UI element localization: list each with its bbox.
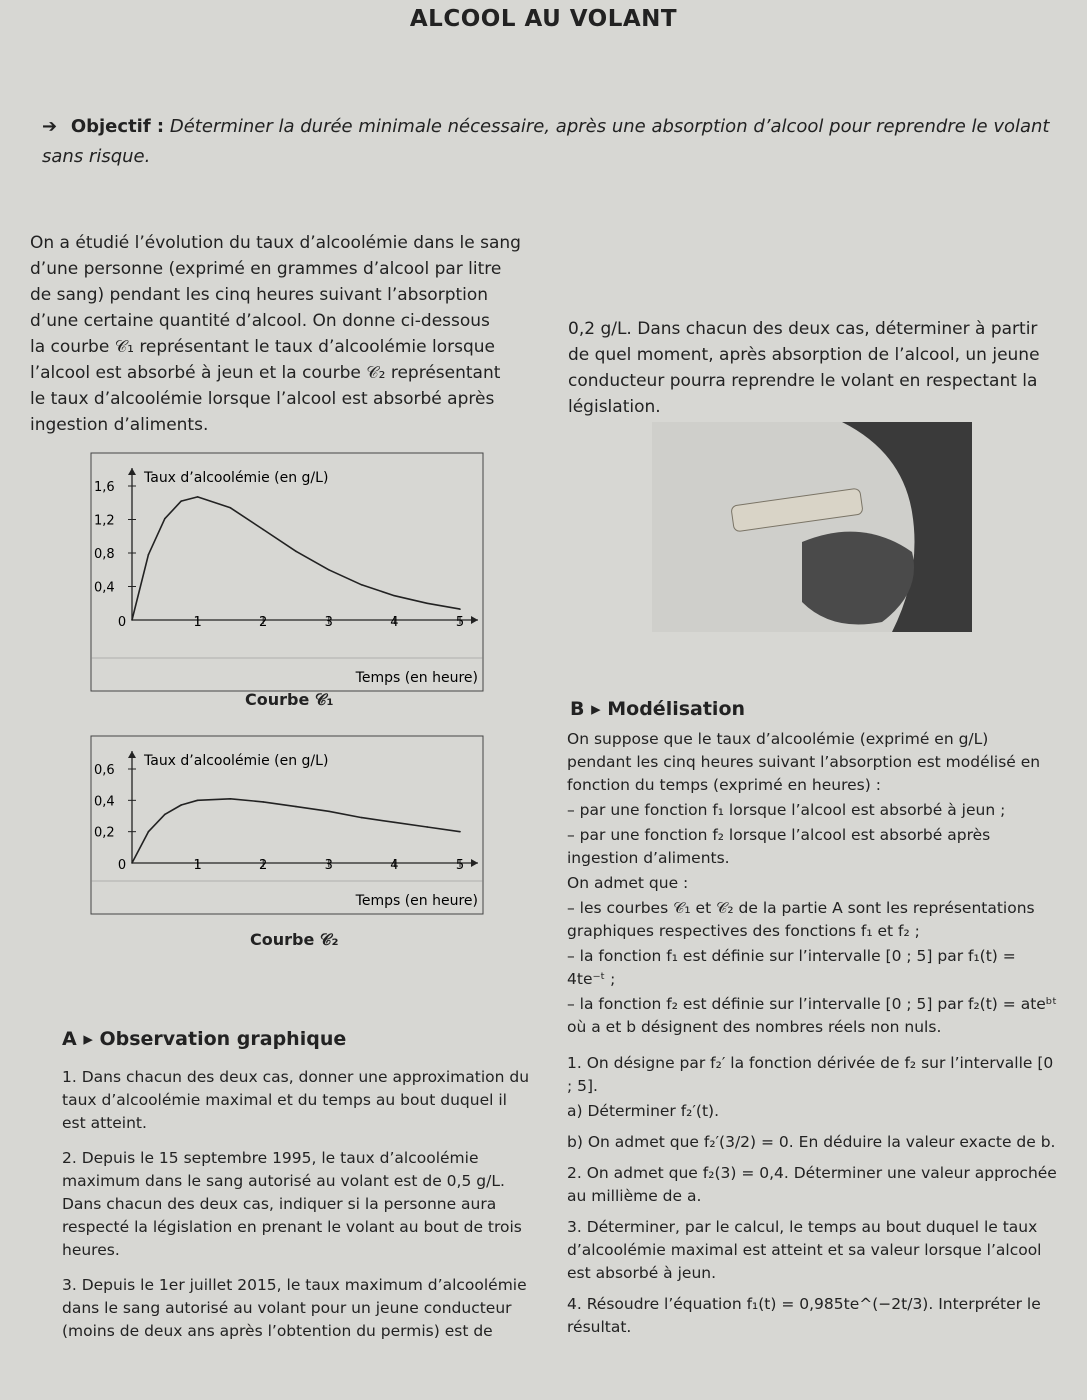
data-point xyxy=(230,798,232,800)
intro-line: ingestion d’aliments. xyxy=(30,415,209,435)
x-tick-label: 4 xyxy=(390,858,399,873)
data-point xyxy=(197,496,199,498)
intro-line: d’une certaine quantité d’alcool. On donne ci-dessous xyxy=(30,311,490,331)
section-b-question: 3. Déterminer, par le calcul, le temps au bout duquel le taux d’alcoolémie maximal est atteint et sa valeur lorsque l’alcool est absorbé à jeun. xyxy=(567,1218,1042,1282)
x-tick-label: 1 xyxy=(193,858,202,873)
x-axis-arrow-icon xyxy=(471,616,478,624)
x-tick-label: 0 xyxy=(117,615,127,630)
y-tick-label: 0,6 xyxy=(94,763,115,778)
section-b-question: a) Déterminer f₂′(t). xyxy=(567,1102,720,1120)
section-b-heading: B ▸ Modélisation xyxy=(570,698,746,720)
section-b-line: On admet que : xyxy=(567,874,689,892)
y-axis-arrow-icon xyxy=(128,468,136,475)
series-line-f1 xyxy=(132,497,460,620)
series-line-f2 xyxy=(132,799,460,863)
data-point xyxy=(361,584,363,586)
section-a-questions xyxy=(62,1066,532,1345)
intro-right-line: conducteur pourra reprendre le volant en respectant la xyxy=(568,371,1038,391)
chart-c1-svg xyxy=(90,452,484,692)
data-point xyxy=(262,801,264,803)
section-b-line: – les courbes 𝒞₁ et 𝒞₂ de la partie A sont les représentations graphiques respectives des fonctions f₁ et f₂ ; xyxy=(567,899,1035,940)
x-axis-arrow-icon xyxy=(471,859,478,867)
photo-illustration xyxy=(652,422,972,632)
section-b-line: On suppose que le taux d’alcoolémie (exprimé en g/L) pendant les cinq heures suivant l’absorption est modélisé en fonction du temps (exprimé en heures) : xyxy=(567,730,1041,794)
chart-c1-caption: Courbe 𝒞₁ xyxy=(245,690,334,709)
x-tick-label: 3 xyxy=(324,858,333,873)
x-tick-label: 0 xyxy=(117,858,127,873)
y-tick-label: 0,8 xyxy=(94,547,115,562)
data-point xyxy=(262,529,264,531)
x-tick-label: 2 xyxy=(259,615,268,630)
objective xyxy=(42,112,1082,172)
data-point xyxy=(131,862,133,864)
section-b-line: – par une fonction f₂ lorsque l’alcool est absorbé après ingestion d’aliments. xyxy=(567,826,991,867)
data-point xyxy=(164,814,166,816)
data-point xyxy=(394,821,396,823)
data-point xyxy=(426,602,428,604)
intro-right-line: législation. xyxy=(568,397,661,417)
objective-label: Objectif : xyxy=(70,116,165,137)
data-point xyxy=(197,800,199,802)
data-point xyxy=(180,500,182,502)
data-point xyxy=(164,518,166,520)
intro-right-line: de quel moment, après absorption de l’alcool, un jeune xyxy=(568,345,1040,365)
section-b-intro xyxy=(567,728,1057,1041)
data-point xyxy=(148,831,150,833)
chart-c1 xyxy=(90,452,484,692)
section-a-question: 3. Depuis le 1er juillet 2015, le taux maximum d’alcoolémie dans le sang autorisé au volant pour un jeune conducteur (moins de deux ans après l’obtention du permis) est de xyxy=(62,1276,527,1340)
x-axis-label: Temps (en heure) xyxy=(355,893,478,909)
y-tick-label: 0,4 xyxy=(94,580,115,596)
x-tick-label: 5 xyxy=(455,858,465,873)
intro-continuation xyxy=(568,316,1078,420)
data-point xyxy=(295,551,297,553)
chart-frame xyxy=(91,453,483,691)
x-axis-label: Temps (en heure) xyxy=(355,670,478,686)
data-point xyxy=(328,569,330,571)
data-point xyxy=(131,619,133,621)
data-point xyxy=(230,507,232,509)
y-tick-label: 1,2 xyxy=(94,513,115,529)
section-b-line: – la fonction f₁ est définie sur l’intervalle [0 ; 5] par f₁(t) = 4te⁻ᵗ ; xyxy=(567,947,1016,988)
data-point xyxy=(148,554,150,556)
section-b-line: – la fonction f₂ est définie sur l’intervalle [0 ; 5] par f₂(t) = ateᵇᵗ où a et b désignent des nombres réels non nuls. xyxy=(567,995,1058,1036)
intro-line: de sang) pendant les cinq heures suivant l’absorption xyxy=(30,285,489,305)
intro-right-line: 0,2 g/L. Dans chacun des deux cas, déterminer à partir xyxy=(568,319,1038,339)
intro-line: d’une personne (exprimé en grammes d’alcool par litre xyxy=(30,259,502,279)
intro-line: On a étudié l’évolution du taux d’alcoolémie dans le sang xyxy=(30,233,521,253)
section-a-question: 2. Depuis le 15 septembre 1995, le taux d’alcoolémie maximum dans le sang autorisé au volant est de 0,5 g/L. Dans chacun des deux cas, indiquer si la personne aura respecté la législation en prenant le volant au bout de trois heures. xyxy=(62,1149,522,1259)
y-tick-label: 0,2 xyxy=(94,825,115,841)
arrow-right-icon: ➔ xyxy=(42,116,58,137)
chart-c2-svg xyxy=(90,735,484,915)
chart-title: Taux d’alcoolémie (en g/L) xyxy=(144,470,329,486)
data-point xyxy=(180,804,182,806)
chart-title: Taux d’alcoolémie (en g/L) xyxy=(144,753,329,769)
section-b-question: 2. On admet que f₂(3) = 0,4. Déterminer une valeur approchée au millième de a. xyxy=(567,1164,1057,1205)
intro-line: le taux d’alcoolémie lorsque l’alcool est absorbé après xyxy=(30,389,495,409)
section-a-heading: A ▸ Observation graphique xyxy=(62,1028,347,1050)
objective-text: Déterminer la durée minimale nécessaire, après une absorption d’alcool pour reprendre le volant sans risque. xyxy=(42,116,1050,167)
data-point xyxy=(459,831,461,833)
x-tick-label: 2 xyxy=(259,858,268,873)
x-tick-label: 5 xyxy=(455,615,465,630)
section-b-line: – par une fonction f₁ lorsque l’alcool est absorbé à jeun ; xyxy=(567,801,1006,819)
intro-text xyxy=(30,230,550,438)
chart-c2 xyxy=(90,735,484,915)
data-point xyxy=(459,608,461,610)
data-point xyxy=(361,817,363,819)
intro-line: la courbe 𝒞₁ représentant le taux d’alcoolémie lorsque xyxy=(30,337,495,357)
data-point xyxy=(426,826,428,828)
section-b-question: 1. On désigne par f₂′ la fonction dérivée de f₂ sur l’intervalle [0 ; 5]. xyxy=(567,1054,1054,1095)
x-tick-label: 3 xyxy=(324,615,333,630)
chart-c2-caption: Courbe 𝒞₂ xyxy=(250,930,339,949)
section-a-question: 1. Dans chacun des deux cas, donner une approximation du taux d’alcoolémie maximal et du temps au bout duquel il est atteint. xyxy=(62,1068,530,1132)
data-point xyxy=(394,595,396,597)
y-axis-arrow-icon xyxy=(128,751,136,758)
data-point xyxy=(295,806,297,808)
intro-line: l’alcool est absorbé à jeun et la courbe 𝒞₂ représentant xyxy=(30,363,501,383)
page-title: ALCOOL AU VOLANT xyxy=(409,6,678,32)
x-tick-label: 1 xyxy=(193,615,202,630)
data-point xyxy=(328,811,330,813)
section-b-questions xyxy=(567,1052,1057,1341)
y-tick-label: 0,4 xyxy=(94,794,115,810)
x-tick-label: 4 xyxy=(390,615,399,630)
photo-breathalyzer xyxy=(652,422,972,632)
y-tick-label: 1,6 xyxy=(94,480,115,495)
section-b-question: b) On admet que f₂′(3/2) = 0. En déduire la valeur exacte de b. xyxy=(567,1133,1056,1151)
section-b-question: 4. Résoudre l’équation f₁(t) = 0,985te^(−2t/3). Interpréter le résultat. xyxy=(567,1295,1041,1336)
